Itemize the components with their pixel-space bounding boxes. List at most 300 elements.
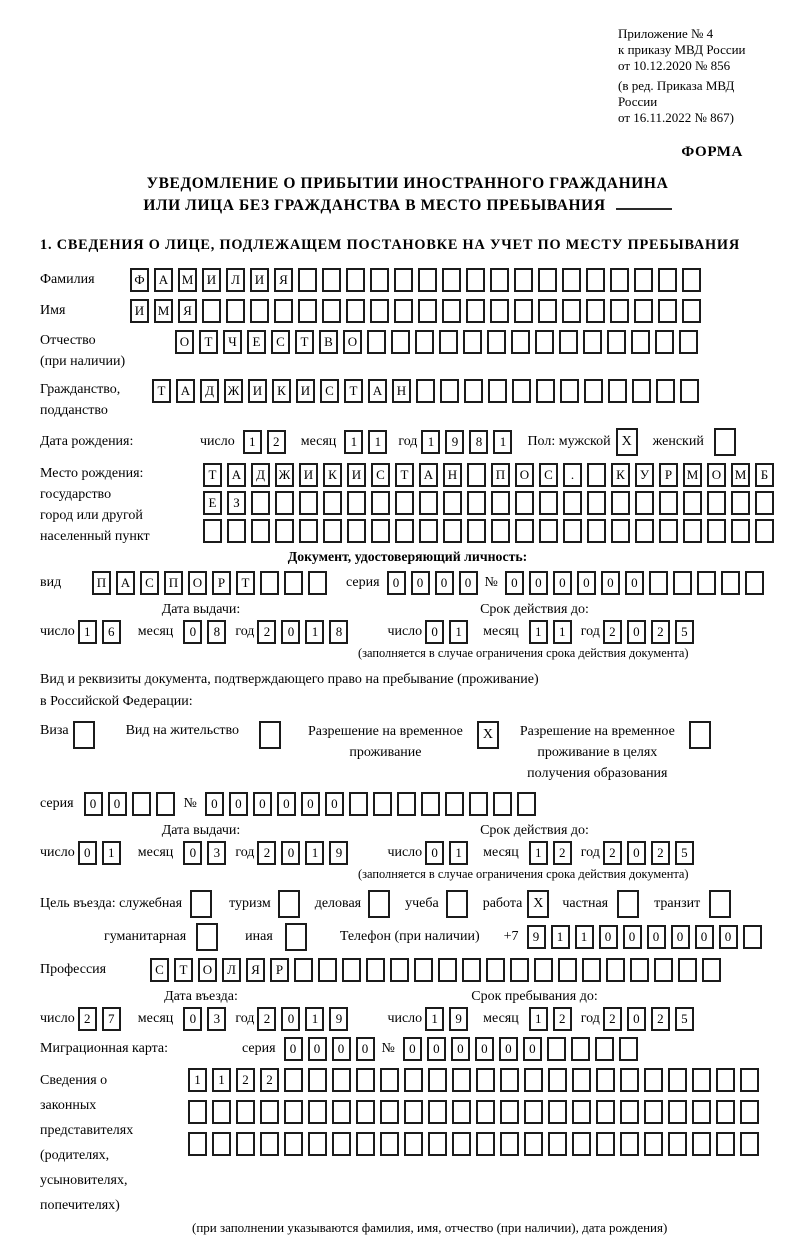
char-cell[interactable]: 0 — [183, 841, 202, 865]
char-cell[interactable] — [689, 721, 711, 749]
char-cell[interactable]: О — [188, 571, 207, 595]
char-cell[interactable] — [308, 1100, 327, 1124]
char-cell[interactable] — [692, 1068, 711, 1092]
char-cell[interactable] — [284, 1100, 303, 1124]
char-cell[interactable]: 0 — [183, 1007, 202, 1031]
char-cell[interactable]: 1 — [553, 620, 572, 644]
char-cell[interactable]: 0 — [281, 841, 300, 865]
char-cell[interactable]: 0 — [411, 571, 430, 595]
char-cell[interactable]: 0 — [647, 925, 666, 949]
char-cell[interactable] — [467, 463, 486, 487]
char-cell[interactable] — [342, 958, 361, 982]
char-cell[interactable]: Б — [755, 463, 774, 487]
char-cell[interactable] — [391, 330, 410, 354]
char-cell[interactable] — [346, 268, 365, 292]
char-cell[interactable]: Т — [174, 958, 193, 982]
char-cell[interactable] — [308, 1132, 327, 1156]
char-cell[interactable]: 0 — [356, 1037, 375, 1061]
char-cell[interactable] — [332, 1068, 351, 1092]
char-cell[interactable] — [539, 491, 558, 515]
char-cell[interactable] — [251, 519, 270, 543]
char-cell[interactable]: 2 — [603, 620, 622, 644]
char-cell[interactable]: 1 — [449, 620, 468, 644]
char-cell[interactable] — [275, 491, 294, 515]
char-cell[interactable] — [631, 330, 650, 354]
char-cell[interactable]: 2 — [257, 841, 276, 865]
char-cell[interactable]: 0 — [475, 1037, 494, 1061]
char-cell[interactable] — [298, 268, 317, 292]
char-cell[interactable]: А — [176, 379, 195, 403]
char-cell[interactable]: 0 — [627, 620, 646, 644]
char-cell[interactable] — [318, 958, 337, 982]
char-cell[interactable]: 0 — [499, 1037, 518, 1061]
char-cell[interactable]: А — [116, 571, 135, 595]
char-cell[interactable] — [654, 958, 673, 982]
char-cell[interactable]: 0 — [403, 1037, 422, 1061]
char-cell[interactable] — [655, 330, 674, 354]
char-cell[interactable]: А — [227, 463, 246, 487]
char-cell[interactable]: 1 — [188, 1068, 207, 1092]
char-cell[interactable] — [539, 519, 558, 543]
char-cell[interactable] — [500, 1132, 519, 1156]
char-cell[interactable] — [490, 268, 509, 292]
char-cell[interactable] — [356, 1100, 375, 1124]
char-cell[interactable]: О — [707, 463, 726, 487]
char-cell[interactable]: 0 — [623, 925, 642, 949]
char-cell[interactable] — [548, 1100, 567, 1124]
char-cell[interactable] — [299, 491, 318, 515]
char-cell[interactable] — [285, 923, 307, 951]
char-cell[interactable]: 0 — [505, 571, 524, 595]
char-cell[interactable] — [284, 1132, 303, 1156]
char-cell[interactable]: 3 — [207, 841, 226, 865]
char-cell[interactable] — [721, 571, 740, 595]
char-cell[interactable] — [587, 519, 606, 543]
char-cell[interactable] — [514, 268, 533, 292]
char-cell[interactable] — [442, 268, 461, 292]
char-cell[interactable]: 0 — [281, 1007, 300, 1031]
char-cell[interactable] — [500, 1100, 519, 1124]
char-cell[interactable]: 1 — [449, 841, 468, 865]
char-cell[interactable] — [323, 519, 342, 543]
char-cell[interactable] — [586, 268, 605, 292]
char-cell[interactable]: 7 — [102, 1007, 121, 1031]
char-cell[interactable] — [755, 519, 774, 543]
char-cell[interactable]: Т — [344, 379, 363, 403]
char-cell[interactable] — [635, 519, 654, 543]
char-cell[interactable] — [260, 1132, 279, 1156]
char-cell[interactable] — [714, 428, 736, 456]
char-cell[interactable]: 8 — [469, 430, 488, 454]
char-cell[interactable] — [673, 571, 692, 595]
char-cell[interactable]: 0 — [281, 620, 300, 644]
char-cell[interactable]: 0 — [599, 925, 618, 949]
char-cell[interactable] — [572, 1068, 591, 1092]
char-cell[interactable]: Е — [203, 491, 222, 515]
char-cell[interactable] — [595, 1037, 614, 1061]
char-cell[interactable] — [707, 519, 726, 543]
char-cell[interactable] — [212, 1100, 231, 1124]
char-cell[interactable] — [678, 958, 697, 982]
char-cell[interactable]: 5 — [675, 1007, 694, 1031]
char-cell[interactable] — [467, 491, 486, 515]
char-cell[interactable] — [596, 1132, 615, 1156]
char-cell[interactable] — [380, 1132, 399, 1156]
char-cell[interactable] — [278, 890, 300, 918]
char-cell[interactable] — [731, 519, 750, 543]
char-cell[interactable]: Я — [178, 299, 197, 323]
char-cell[interactable] — [514, 299, 533, 323]
char-cell[interactable] — [731, 491, 750, 515]
char-cell[interactable]: Т — [203, 463, 222, 487]
char-cell[interactable] — [606, 958, 625, 982]
char-cell[interactable]: 9 — [527, 925, 546, 949]
char-cell[interactable] — [536, 379, 555, 403]
char-cell[interactable] — [371, 519, 390, 543]
char-cell[interactable] — [510, 958, 529, 982]
char-cell[interactable]: Ж — [275, 463, 294, 487]
char-cell[interactable] — [212, 1132, 231, 1156]
char-cell[interactable] — [442, 299, 461, 323]
char-cell[interactable]: И — [299, 463, 318, 487]
char-cell[interactable]: Р — [659, 463, 678, 487]
char-cell[interactable] — [608, 379, 627, 403]
char-cell[interactable] — [416, 379, 435, 403]
char-cell[interactable] — [332, 1100, 351, 1124]
char-cell[interactable]: 0 — [183, 620, 202, 644]
char-cell[interactable]: И — [347, 463, 366, 487]
char-cell[interactable] — [493, 792, 512, 816]
char-cell[interactable]: 9 — [449, 1007, 468, 1031]
char-cell[interactable]: 2 — [603, 841, 622, 865]
char-cell[interactable]: 2 — [553, 841, 572, 865]
char-cell[interactable]: 2 — [260, 1068, 279, 1092]
char-cell[interactable]: 0 — [625, 571, 644, 595]
char-cell[interactable] — [298, 299, 317, 323]
char-cell[interactable] — [373, 792, 392, 816]
char-cell[interactable]: С — [271, 330, 290, 354]
char-cell[interactable] — [682, 268, 701, 292]
char-cell[interactable] — [515, 519, 534, 543]
char-cell[interactable]: 1 — [575, 925, 594, 949]
char-cell[interactable] — [404, 1132, 423, 1156]
char-cell[interactable]: 1 — [305, 841, 324, 865]
char-cell[interactable] — [428, 1132, 447, 1156]
char-cell[interactable]: И — [202, 268, 221, 292]
char-cell[interactable]: 0 — [78, 841, 97, 865]
char-cell[interactable]: Н — [443, 463, 462, 487]
char-cell[interactable] — [596, 1100, 615, 1124]
char-cell[interactable] — [259, 721, 281, 749]
char-cell[interactable]: . — [563, 463, 582, 487]
char-cell[interactable] — [132, 792, 151, 816]
char-cell[interactable] — [227, 519, 246, 543]
char-cell[interactable] — [260, 571, 279, 595]
char-cell[interactable] — [445, 792, 464, 816]
char-cell[interactable] — [490, 299, 509, 323]
char-cell[interactable] — [548, 1132, 567, 1156]
char-cell[interactable]: 1 — [425, 1007, 444, 1031]
char-cell[interactable] — [188, 1100, 207, 1124]
char-cell[interactable] — [415, 330, 434, 354]
char-cell[interactable]: 2 — [651, 841, 670, 865]
char-cell[interactable]: 9 — [329, 841, 348, 865]
char-cell[interactable] — [347, 519, 366, 543]
char-cell[interactable] — [443, 519, 462, 543]
char-cell[interactable]: 1 — [368, 430, 387, 454]
char-cell[interactable] — [702, 958, 721, 982]
char-cell[interactable]: Н — [392, 379, 411, 403]
char-cell[interactable] — [404, 1068, 423, 1092]
char-cell[interactable]: 1 — [529, 1007, 548, 1031]
char-cell[interactable]: 0 — [719, 925, 738, 949]
char-cell[interactable] — [596, 1068, 615, 1092]
char-cell[interactable]: X — [477, 721, 499, 749]
char-cell[interactable]: М — [683, 463, 702, 487]
char-cell[interactable] — [395, 491, 414, 515]
char-cell[interactable] — [347, 491, 366, 515]
char-cell[interactable] — [740, 1068, 759, 1092]
char-cell[interactable] — [515, 491, 534, 515]
char-cell[interactable]: 0 — [308, 1037, 327, 1061]
char-cell[interactable]: 1 — [243, 430, 262, 454]
char-cell[interactable]: М — [731, 463, 750, 487]
char-cell[interactable] — [692, 1132, 711, 1156]
char-cell[interactable]: 2 — [651, 620, 670, 644]
char-cell[interactable] — [630, 958, 649, 982]
char-cell[interactable]: Т — [236, 571, 255, 595]
char-cell[interactable]: Т — [395, 463, 414, 487]
char-cell[interactable]: 0 — [425, 841, 444, 865]
char-cell[interactable]: Р — [212, 571, 231, 595]
char-cell[interactable] — [356, 1068, 375, 1092]
char-cell[interactable] — [572, 1132, 591, 1156]
char-cell[interactable]: 1 — [212, 1068, 231, 1092]
char-cell[interactable]: А — [154, 268, 173, 292]
char-cell[interactable] — [587, 463, 606, 487]
char-cell[interactable]: 5 — [675, 841, 694, 865]
char-cell[interactable] — [464, 379, 483, 403]
char-cell[interactable] — [188, 1132, 207, 1156]
char-cell[interactable]: У — [635, 463, 654, 487]
char-cell[interactable] — [466, 299, 485, 323]
char-cell[interactable]: 2 — [553, 1007, 572, 1031]
char-cell[interactable] — [466, 268, 485, 292]
char-cell[interactable] — [190, 890, 212, 918]
char-cell[interactable]: 0 — [459, 571, 478, 595]
char-cell[interactable] — [634, 268, 653, 292]
char-cell[interactable] — [390, 958, 409, 982]
char-cell[interactable]: И — [250, 268, 269, 292]
char-cell[interactable]: 0 — [108, 792, 127, 816]
char-cell[interactable] — [511, 330, 530, 354]
char-cell[interactable] — [428, 1100, 447, 1124]
char-cell[interactable] — [740, 1100, 759, 1124]
char-cell[interactable]: 2 — [603, 1007, 622, 1031]
char-cell[interactable] — [617, 890, 639, 918]
char-cell[interactable] — [611, 519, 630, 543]
char-cell[interactable] — [740, 1132, 759, 1156]
char-cell[interactable]: Ф — [130, 268, 149, 292]
char-cell[interactable] — [491, 491, 510, 515]
char-cell[interactable]: Т — [295, 330, 314, 354]
char-cell[interactable] — [251, 491, 270, 515]
char-cell[interactable] — [563, 491, 582, 515]
char-cell[interactable]: 8 — [329, 620, 348, 644]
char-cell[interactable] — [524, 1068, 543, 1092]
char-cell[interactable]: 3 — [207, 1007, 226, 1031]
char-cell[interactable] — [743, 925, 762, 949]
char-cell[interactable]: З — [227, 491, 246, 515]
char-cell[interactable] — [397, 792, 416, 816]
char-cell[interactable] — [656, 379, 675, 403]
char-cell[interactable]: И — [130, 299, 149, 323]
char-cell[interactable]: 1 — [529, 841, 548, 865]
char-cell[interactable] — [452, 1100, 471, 1124]
char-cell[interactable]: X — [616, 428, 638, 456]
char-cell[interactable] — [644, 1100, 663, 1124]
char-cell[interactable]: 1 — [344, 430, 363, 454]
char-cell[interactable] — [644, 1068, 663, 1092]
char-cell[interactable]: 1 — [102, 841, 121, 865]
char-cell[interactable]: Л — [222, 958, 241, 982]
char-cell[interactable] — [380, 1100, 399, 1124]
char-cell[interactable] — [610, 268, 629, 292]
char-cell[interactable] — [683, 519, 702, 543]
char-cell[interactable] — [635, 491, 654, 515]
char-cell[interactable]: П — [92, 571, 111, 595]
char-cell[interactable]: И — [248, 379, 267, 403]
char-cell[interactable]: О — [515, 463, 534, 487]
char-cell[interactable]: Е — [247, 330, 266, 354]
char-cell[interactable] — [260, 1100, 279, 1124]
char-cell[interactable] — [707, 491, 726, 515]
char-cell[interactable] — [500, 1068, 519, 1092]
char-cell[interactable]: К — [272, 379, 291, 403]
char-cell[interactable] — [524, 1132, 543, 1156]
char-cell[interactable] — [487, 330, 506, 354]
char-cell[interactable] — [370, 268, 389, 292]
char-cell[interactable] — [421, 792, 440, 816]
char-cell[interactable] — [632, 379, 651, 403]
char-cell[interactable]: 1 — [493, 430, 512, 454]
char-cell[interactable]: 0 — [553, 571, 572, 595]
char-cell[interactable]: 0 — [451, 1037, 470, 1061]
char-cell[interactable]: П — [491, 463, 510, 487]
char-cell[interactable] — [709, 890, 731, 918]
char-cell[interactable] — [658, 268, 677, 292]
char-cell[interactable] — [308, 1068, 327, 1092]
char-cell[interactable] — [322, 299, 341, 323]
char-cell[interactable] — [682, 299, 701, 323]
char-cell[interactable] — [284, 571, 303, 595]
char-cell[interactable]: Т — [152, 379, 171, 403]
char-cell[interactable] — [563, 519, 582, 543]
char-cell[interactable]: 0 — [671, 925, 690, 949]
char-cell[interactable] — [73, 721, 95, 749]
char-cell[interactable]: Л — [226, 268, 245, 292]
char-cell[interactable] — [368, 890, 390, 918]
char-cell[interactable]: 0 — [627, 1007, 646, 1031]
char-cell[interactable]: 0 — [627, 841, 646, 865]
char-cell[interactable]: С — [140, 571, 159, 595]
char-cell[interactable]: 0 — [205, 792, 224, 816]
char-cell[interactable] — [196, 923, 218, 951]
char-cell[interactable]: 0 — [325, 792, 344, 816]
char-cell[interactable]: 0 — [523, 1037, 542, 1061]
char-cell[interactable] — [586, 299, 605, 323]
char-cell[interactable]: 0 — [277, 792, 296, 816]
char-cell[interactable]: Ж — [224, 379, 243, 403]
char-cell[interactable]: М — [154, 299, 173, 323]
char-cell[interactable]: 1 — [305, 620, 324, 644]
char-cell[interactable] — [380, 1068, 399, 1092]
char-cell[interactable] — [452, 1132, 471, 1156]
char-cell[interactable] — [366, 958, 385, 982]
char-cell[interactable] — [346, 299, 365, 323]
char-cell[interactable]: 8 — [207, 620, 226, 644]
char-cell[interactable] — [438, 958, 457, 982]
char-cell[interactable] — [202, 299, 221, 323]
char-cell[interactable] — [649, 571, 668, 595]
char-cell[interactable] — [548, 1068, 567, 1092]
char-cell[interactable]: 0 — [601, 571, 620, 595]
char-cell[interactable]: 0 — [301, 792, 320, 816]
char-cell[interactable] — [538, 268, 557, 292]
char-cell[interactable]: С — [539, 463, 558, 487]
char-cell[interactable] — [668, 1132, 687, 1156]
char-cell[interactable]: Я — [274, 268, 293, 292]
char-cell[interactable] — [697, 571, 716, 595]
char-cell[interactable] — [156, 792, 175, 816]
char-cell[interactable]: С — [320, 379, 339, 403]
char-cell[interactable] — [294, 958, 313, 982]
char-cell[interactable] — [486, 958, 505, 982]
char-cell[interactable] — [644, 1132, 663, 1156]
char-cell[interactable]: 9 — [445, 430, 464, 454]
char-cell[interactable] — [620, 1100, 639, 1124]
char-cell[interactable]: 0 — [229, 792, 248, 816]
char-cell[interactable]: М — [178, 268, 197, 292]
char-cell[interactable]: 0 — [425, 620, 444, 644]
char-cell[interactable] — [322, 268, 341, 292]
char-cell[interactable] — [587, 491, 606, 515]
char-cell[interactable]: 2 — [78, 1007, 97, 1031]
char-cell[interactable] — [512, 379, 531, 403]
char-cell[interactable]: 0 — [427, 1037, 446, 1061]
char-cell[interactable]: 5 — [675, 620, 694, 644]
char-cell[interactable] — [680, 379, 699, 403]
char-cell[interactable] — [745, 571, 764, 595]
char-cell[interactable] — [538, 299, 557, 323]
char-cell[interactable]: Ч — [223, 330, 242, 354]
char-cell[interactable] — [611, 491, 630, 515]
char-cell[interactable]: К — [611, 463, 630, 487]
char-cell[interactable] — [236, 1132, 255, 1156]
char-cell[interactable] — [679, 330, 698, 354]
char-cell[interactable] — [584, 379, 603, 403]
char-cell[interactable]: 2 — [257, 1007, 276, 1031]
char-cell[interactable]: 0 — [84, 792, 103, 816]
char-cell[interactable] — [560, 379, 579, 403]
char-cell[interactable]: 1 — [529, 620, 548, 644]
char-cell[interactable] — [607, 330, 626, 354]
char-cell[interactable] — [659, 519, 678, 543]
char-cell[interactable]: Я — [246, 958, 265, 982]
char-cell[interactable] — [716, 1132, 735, 1156]
char-cell[interactable]: 9 — [329, 1007, 348, 1031]
char-cell[interactable] — [250, 299, 269, 323]
